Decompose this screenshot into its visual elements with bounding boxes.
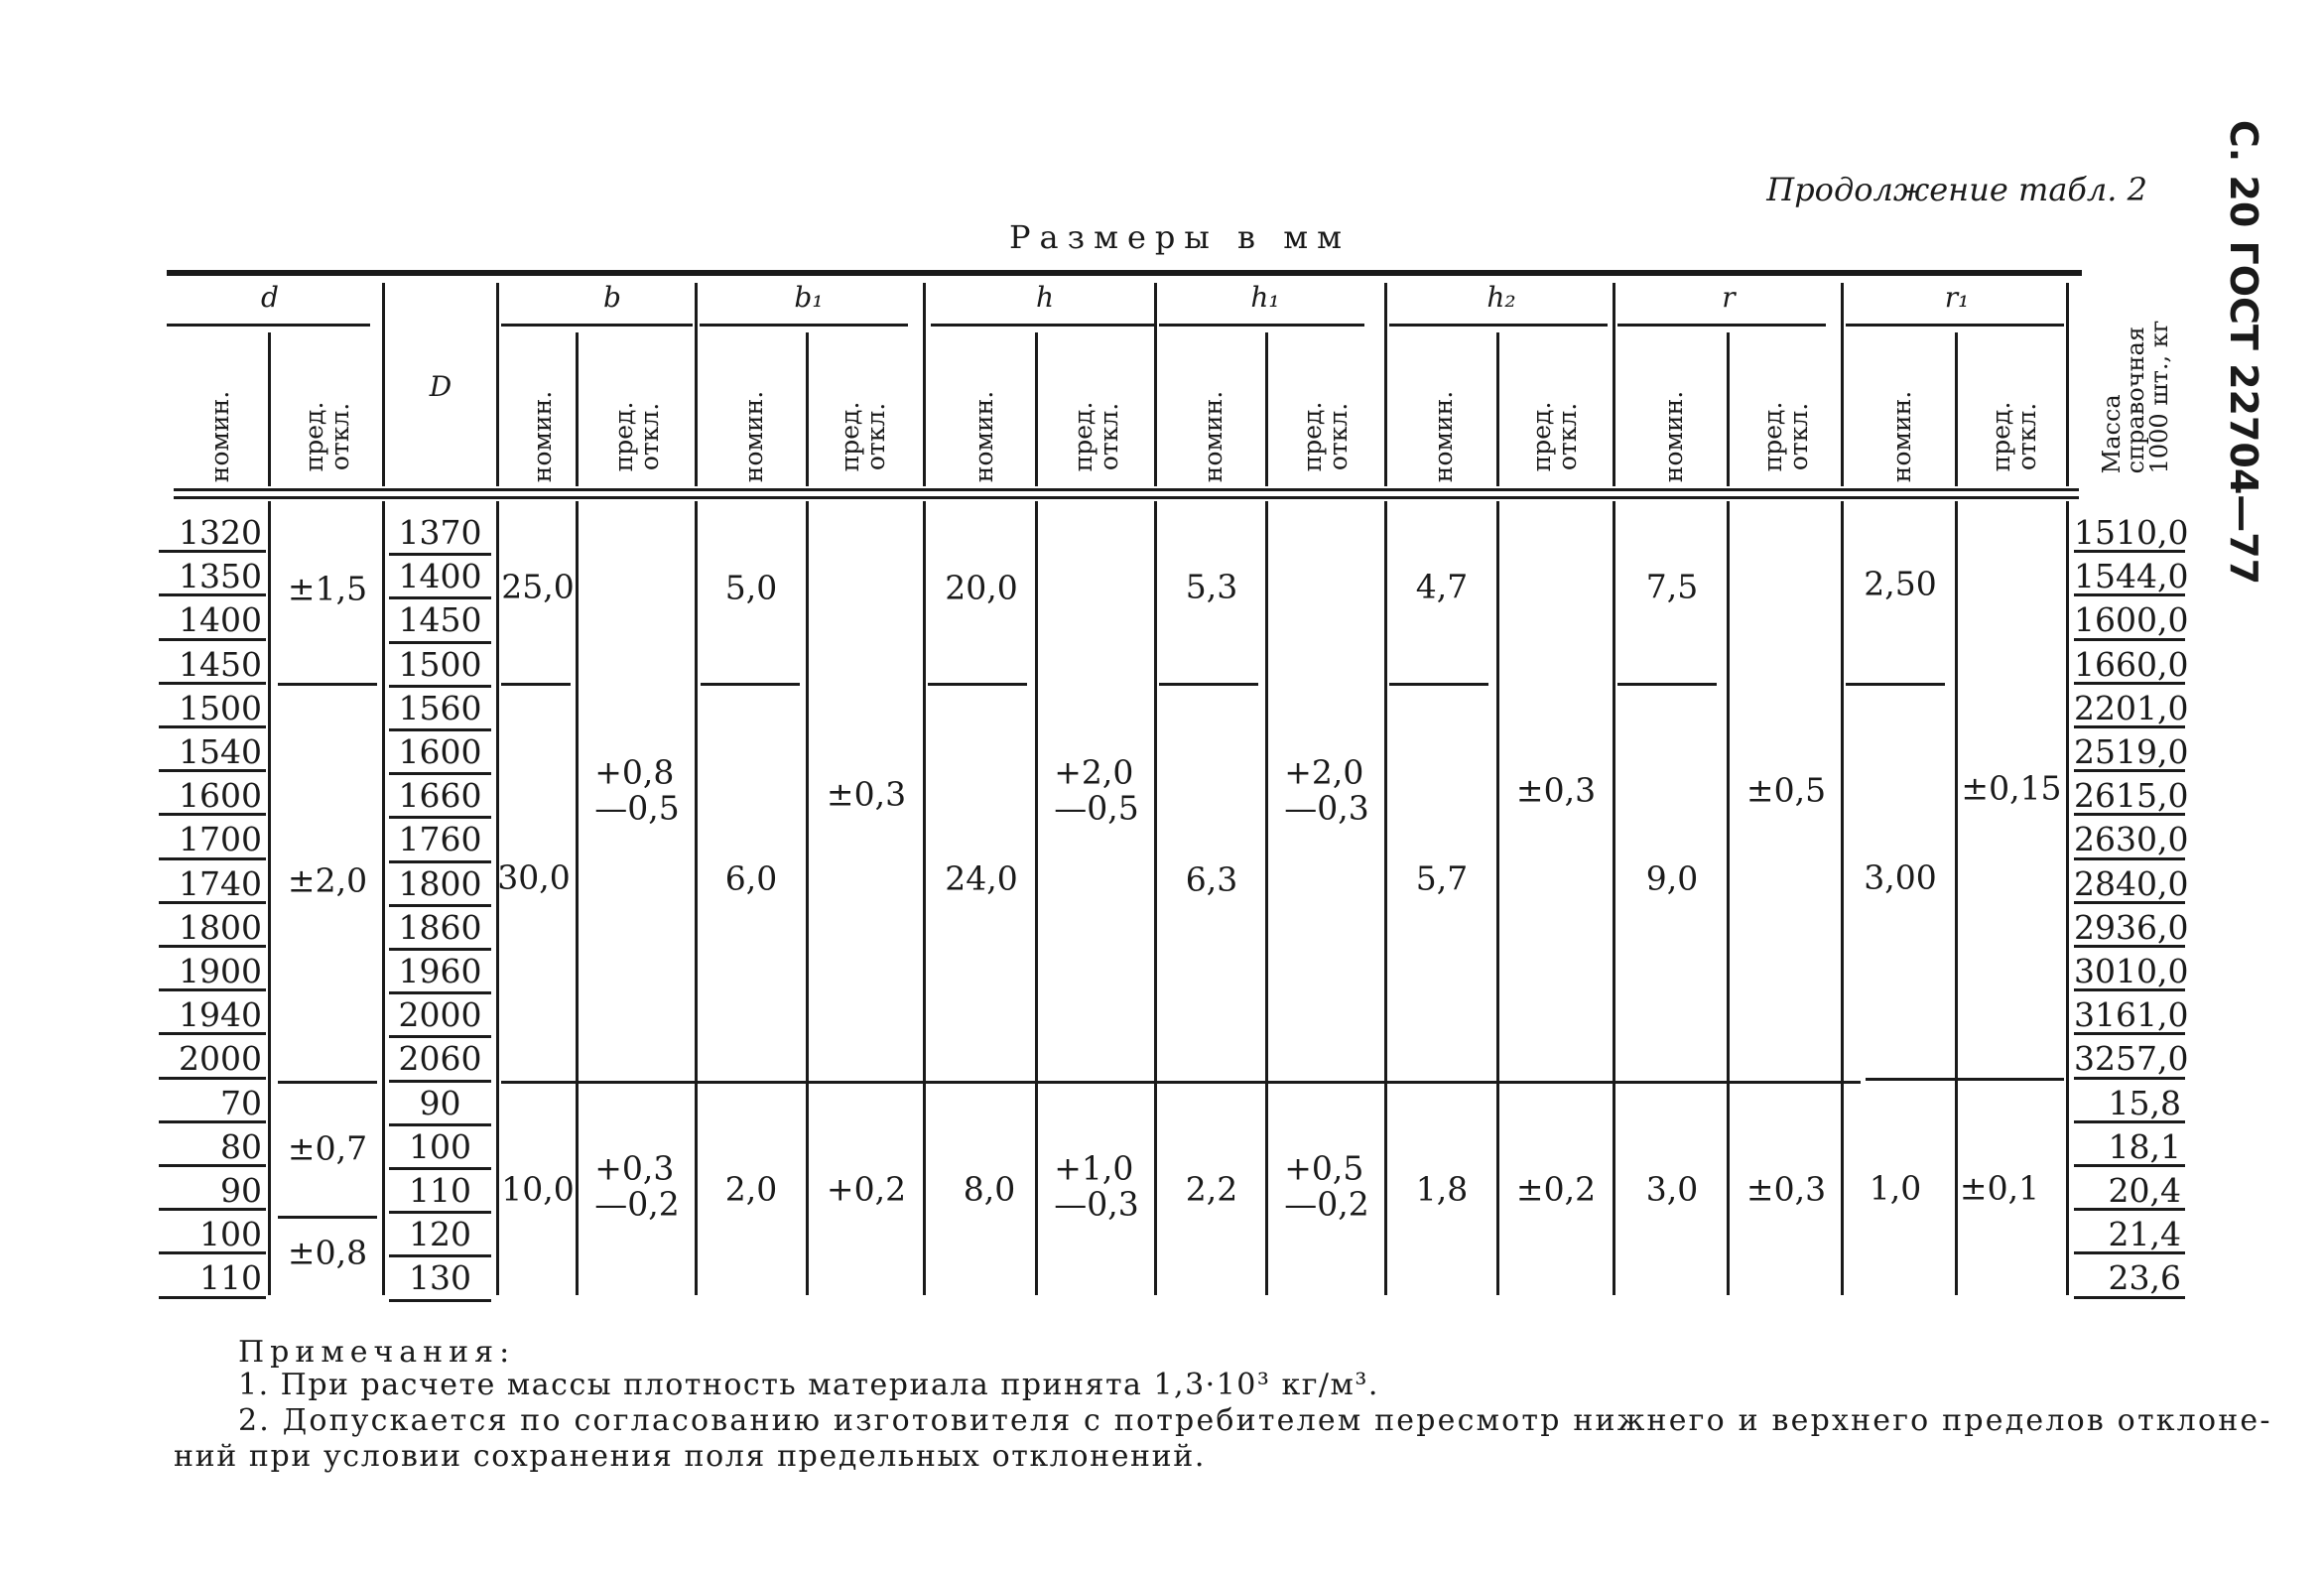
mass-value-cell: 20,4	[2074, 1170, 2185, 1211]
d-nominal-cell: 110	[159, 1257, 266, 1298]
d-nominal-cell: 1350	[159, 556, 266, 596]
h-dev-large: +2,0 —0,5	[1054, 752, 1139, 828]
h-g1: 20,0	[945, 568, 1018, 607]
h2-dev-small: ±0,2	[1515, 1169, 1597, 1209]
d-nominal-cell: 1700	[159, 819, 266, 859]
header-h2: h₂	[1486, 281, 1516, 314]
d-dev-g1: ±1,5	[287, 569, 368, 608]
header-h1: h₁	[1250, 281, 1280, 314]
b-dev-small: +0,3 —0,2	[594, 1148, 680, 1224]
h1-g3: 2,2	[1185, 1169, 1238, 1209]
mass-value-cell: 1660,0	[2074, 644, 2189, 684]
b-dev-large: +0,8 —0,5	[594, 752, 680, 828]
D-value-cell: 90	[389, 1083, 491, 1126]
page-label: С. 20 ГОСТ 22704—77	[2221, 119, 2265, 586]
header-b1-nom: номин.	[738, 390, 768, 483]
D-value-cell: 1560	[389, 688, 491, 731]
h-dev-small: +1,0 —0,3	[1054, 1148, 1139, 1224]
mass-value-cell: 1544,0	[2074, 557, 2189, 596]
D-value-cell: 1660	[389, 775, 491, 819]
D-value-cell: 1960	[389, 951, 491, 994]
header-r1: r₁	[1944, 281, 1970, 314]
header-h1-dev: пред. откл.	[1297, 401, 1353, 472]
r1-g1: 2,50	[1864, 564, 1937, 603]
header-r-dev: пред. откл.	[1757, 401, 1813, 472]
D-value-cell: 1860	[389, 907, 491, 951]
d-dev-g3: ±0,7	[287, 1128, 368, 1168]
header-h-dev: пред. откл.	[1068, 401, 1123, 472]
mass-value-cell: 2615,0	[2074, 776, 2189, 816]
d-nominal-cell: 1900	[159, 951, 266, 991]
d-nominal-cell: 90	[159, 1170, 266, 1211]
header-b1: b₁	[794, 281, 824, 314]
b-g2: 30,0	[497, 857, 571, 897]
mass-value-cell: 2519,0	[2074, 732, 2189, 771]
header-h: h	[1035, 281, 1055, 314]
b1-g3: 2,0	[724, 1169, 778, 1209]
D-value-cell: 120	[389, 1214, 491, 1257]
h2-g3: 1,8	[1415, 1169, 1469, 1209]
r1-g3: 1,0	[1869, 1168, 1922, 1208]
header-mass: Масса справочная 1000 шт., кг	[2098, 320, 2173, 474]
mass-value-cell: 2936,0	[2074, 907, 2189, 947]
D-value-cell: 1400	[389, 556, 491, 599]
header-D: D	[429, 370, 452, 403]
D-value-cell: 1500	[389, 644, 491, 688]
d-nominal-cell: 1450	[159, 644, 266, 685]
h1-dev-small: +0,5 —0,2	[1284, 1148, 1369, 1224]
r-dev-small: ±0,3	[1745, 1169, 1827, 1209]
units-title: Размеры в мм	[1009, 218, 1351, 256]
b1-dev-large: ±0,3	[826, 774, 907, 814]
r1-g2: 3,00	[1864, 857, 1937, 897]
b-g1: 25,0	[501, 567, 575, 606]
D-value-cell: 2000	[389, 994, 491, 1038]
r1-dev-large: ±0,15	[1961, 768, 2062, 808]
mass-value-cell: 15,8	[2074, 1083, 2185, 1123]
header-r-nom: номин.	[1658, 390, 1688, 483]
D-value-cell: 130	[389, 1257, 491, 1301]
mass-value-cell: 18,1	[2074, 1126, 2185, 1167]
d-nominal-cell: 1540	[159, 731, 266, 772]
d-nominal-cell: 1600	[159, 775, 266, 816]
D-value-cell: 1450	[389, 599, 491, 643]
mass-value-cell: 3161,0	[2074, 995, 2189, 1035]
d-nominal-cell: 1320	[159, 512, 266, 553]
note-1: 1. При расчете массы плотность материала принята 1,3·10³ кг/м³.	[238, 1368, 1379, 1402]
header-bottom-rule	[174, 488, 2079, 491]
b1-g2: 6,0	[724, 858, 778, 898]
D-value-cell: 1600	[389, 731, 491, 775]
d-dev-g4: ±0,8	[287, 1233, 368, 1272]
header-d: d	[261, 281, 279, 314]
d-nominal-cell: 80	[159, 1126, 266, 1167]
header-b: b	[603, 281, 621, 314]
notes-title: Примечания:	[238, 1335, 516, 1370]
mass-value-cell: 21,4	[2074, 1214, 2185, 1254]
h2-dev-large: ±0,3	[1515, 770, 1597, 810]
r-dev-large: ±0,5	[1745, 770, 1827, 810]
mass-value-cell: 3010,0	[2074, 952, 2189, 990]
header-r1-nom: номин.	[1886, 390, 1916, 483]
d-nominal-cell: 1940	[159, 994, 266, 1035]
note-2-line-1: 2. Допускается по согласованию изготовителя с потребителем пересмотр нижнего и верхнего пределов отклоне-	[238, 1403, 2272, 1438]
mass-value-cell: 1510,0	[2074, 513, 2189, 552]
mass-value-cell: 1600,0	[2074, 600, 2189, 640]
header-d-dev: пред. откл.	[299, 401, 354, 472]
d-nominal-cell: 1740	[159, 863, 266, 904]
d-dev-g2: ±2,0	[287, 860, 368, 900]
header-b-nom: номин.	[527, 390, 557, 483]
header-h2-nom: номин.	[1428, 390, 1458, 483]
r-g3: 3,0	[1645, 1169, 1699, 1209]
b-g3: 10,0	[501, 1169, 575, 1209]
d-nominal-cell: 70	[159, 1083, 266, 1123]
header-d-nom: номин.	[204, 390, 234, 483]
d-nominal-cell: 1800	[159, 907, 266, 948]
header-b-dev: пред. откл.	[608, 401, 664, 472]
mass-value-cell: 2840,0	[2074, 863, 2189, 903]
h-g3: 8,0	[963, 1169, 1016, 1209]
header-r: r	[1722, 281, 1736, 314]
h1-g2: 6,3	[1185, 859, 1238, 899]
mass-value-cell: 2201,0	[2074, 688, 2189, 727]
table-top-rule	[167, 270, 2082, 276]
D-value-cell: 100	[389, 1126, 491, 1170]
D-value-cell: 1800	[389, 863, 491, 907]
D-value-cell: 2060	[389, 1038, 491, 1082]
table-continuation: Продолжение табл. 2	[1766, 171, 2147, 208]
header-h-nom: номин.	[968, 390, 998, 483]
h2-g2: 5,7	[1415, 858, 1469, 898]
d-nominal-cell: 2000	[159, 1038, 266, 1079]
h1-g1: 5,3	[1185, 567, 1238, 606]
note-2-line-2: ний при условии сохранения поля предельных отклонений.	[174, 1439, 1206, 1474]
D-value-cell: 1370	[389, 512, 491, 556]
d-nominal-cell: 1500	[159, 688, 266, 728]
D-value-cell: 110	[389, 1170, 491, 1214]
header-b1-dev: пред. откл.	[835, 401, 890, 472]
h1-dev-large: +2,0 —0,3	[1284, 752, 1369, 828]
b1-dev-small: +0,2	[826, 1169, 907, 1209]
r-g2: 9,0	[1645, 858, 1699, 898]
mass-value-cell: 2630,0	[2074, 820, 2189, 859]
h-g2: 24,0	[945, 858, 1018, 898]
r-g1: 7,5	[1645, 567, 1699, 606]
r1-dev-small: ±0,1	[1959, 1168, 2040, 1208]
header-r1-dev: пред. откл.	[1986, 401, 2041, 472]
header-h1-nom: номин.	[1198, 390, 1227, 483]
d-nominal-cell: 1400	[159, 599, 266, 640]
b1-g1: 5,0	[724, 568, 778, 607]
mass-value-cell: 3257,0	[2074, 1039, 2189, 1079]
h2-g1: 4,7	[1415, 567, 1469, 606]
D-value-cell: 1760	[389, 819, 491, 862]
d-nominal-cell: 100	[159, 1214, 266, 1254]
mass-value-cell: 23,6	[2074, 1257, 2185, 1298]
header-h2-dev: пред. откл.	[1526, 401, 1582, 472]
